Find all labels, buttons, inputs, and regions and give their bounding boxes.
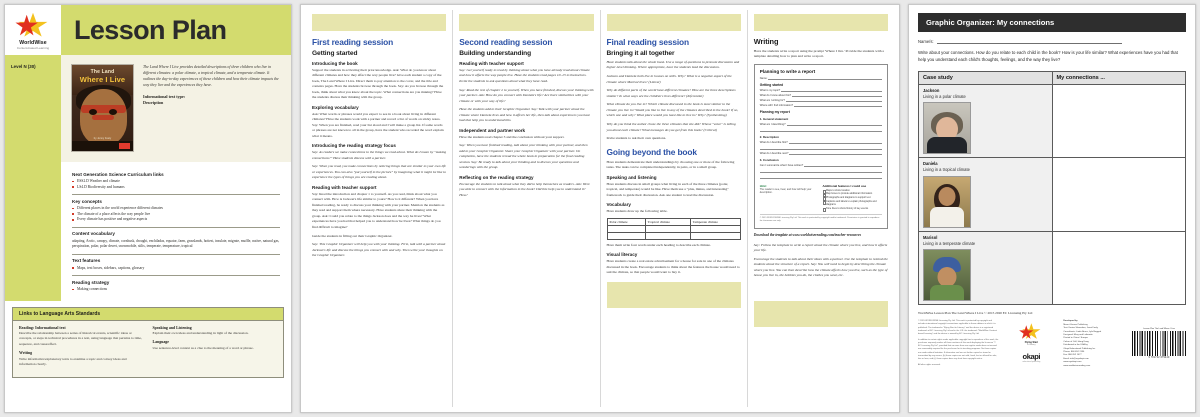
question-label: What do I describe first? — [759, 140, 788, 144]
barcode-number: 9 781742 679440 — [1148, 357, 1170, 360]
paragraph: Encourage the students to talk about what they did to help themselves as readers. Ask: Were you able to connect with the information in the book? Did this help you to understand it? How? — [459, 181, 590, 197]
section-heading: Key concepts — [72, 198, 102, 204]
column-final-reading-session — [601, 10, 748, 407]
publisher-badge-icon — [119, 143, 130, 149]
publisher-line: Distributed in the USA by — [1063, 344, 1088, 347]
meta-section-text-features — [72, 254, 280, 276]
column-header-case-study: Case study — [919, 71, 1053, 84]
template-question-field[interactable] — [760, 89, 882, 92]
table-row — [607, 232, 740, 239]
block-heading: Independent and partner work — [459, 127, 526, 133]
paragraph: Support the students in activating their prior knowledge. Ask: What do you know about different climates and how they affect the way people live? Give each student a copy of the book, The Land Where I Live. Direct them to pay attention to the cover, and the title and contents pages. Have the students browse through the book. Say: As you browse through the book, think about what you know about the topic. What connections are you making? Have the students discuss their thinking with the group. — [312, 68, 444, 100]
publisher-heading: Developed by — [1063, 320, 1078, 323]
table-row — [919, 84, 1186, 158]
connections-answer-cell[interactable] — [1052, 84, 1186, 158]
connections-table — [918, 71, 1186, 306]
feature-checkbox-item[interactable]: Maps to show location — [823, 189, 882, 193]
paragraph: Say: As readers we make connections to the things we read about. What do I mean by "making connections?" Have students discuss with a partner. — [312, 150, 447, 160]
column-header-my-connections: My connections ... — [1052, 71, 1186, 84]
template-question-field[interactable] — [760, 123, 882, 126]
text-type-label: Informational text type: — [143, 94, 186, 100]
legal-paragraph: In addition to certain rights under applicable copyright law to reproduce of this work, the purchaser expressly makes all those sections of this work displaying the licensure "© EC Licensing Pty Ltd", provided that no more than one regular made does not exceed one reasonably required for the purchaser for its teaching programs. No those copies are made without limitation. If alternative and are not further copied or stored or transmitted by any means, (b) those copies are not sold, hired, lent or offered for sale, hire or loan, and (c) those copies bear any short form copyright notice. — [918, 339, 999, 360]
bottom-band — [754, 301, 888, 327]
barcode-block — [1132, 320, 1186, 359]
paragraph: Have the students write a report using the prompt 'Where I live.' Provide the students with a template detailing how to plan and write a report. — [753, 49, 884, 59]
case-name: Marisol — [923, 234, 938, 240]
block-heading: Speaking and listening — [606, 174, 657, 180]
star-icon — [1022, 323, 1041, 340]
connections-answer-cell[interactable] — [1052, 158, 1186, 232]
standard-text: Describe the relationship between a series of historical events, scientific ideas or concepts, or steps in technical procedures in a text, using language that pertains to time, sequence, and cause/effect. — [19, 331, 142, 346]
field-rule[interactable] — [937, 40, 1122, 44]
paragraph: Ask: What words or phrases would you expect to see in a book about living in different climates? Have the students work with a partner and record a list of words on sticky notes. Say: When you are finished, read your list aloud and I will make a group list. If some words or phrases are not known to all in the group, have the student who recorded the word explain what it means. — [312, 111, 444, 138]
level-sidebar-continued — [5, 162, 61, 301]
graphic-organizer-page — [908, 4, 1196, 413]
section-heading: Content vocabulary — [72, 231, 115, 237]
logo-name: okapi — [1022, 352, 1041, 362]
paragraph: Encourage the students to talk about their ideas with a partner. Use the template to remind the students about the structure of a report. Say: You will need to begin by describing the climate where you live. You can then describe how the climate affects how you live, such as the type of house you live in, the hobbies you do, the clothes you wear, etc. — [753, 256, 888, 278]
standard-title: Speaking and Listening — [152, 325, 192, 330]
publisher-logos — [1008, 320, 1054, 363]
page-title: Lesson Plan — [74, 14, 227, 45]
table-header-cell: Tropical climate — [645, 218, 690, 225]
lesson-plan-body-page — [300, 4, 900, 413]
session-title: Final reading session — [606, 37, 689, 47]
top-band — [459, 14, 593, 31]
column-writing — [748, 10, 894, 407]
logo-tagline: to Literacy — [1027, 344, 1036, 347]
block-heading: Exploring vocabulary — [312, 104, 359, 110]
template-section-heading: Planning my report — [759, 110, 790, 115]
question-label: What is my topic? — [759, 89, 781, 93]
meta-section-ngss — [72, 168, 280, 194]
standard-text: Use sentence-level context as a clue to the meaning of a word or phrase. — [152, 345, 254, 350]
table-cell — [607, 225, 645, 232]
session-subtitle: Bringing it all together — [606, 50, 675, 57]
paragraph: Have students draw up the following table. — [606, 209, 668, 214]
paragraph: Have students create a real estate advertisement for a house for sale in one of the climates discussed in the book. Encourage students to think about the features the house would need to suit the climate, so that people would want to buy it. — [606, 259, 740, 275]
paragraph: Have students discuss in small groups what living in each of the three climates (polar, tropical, and temperate) would be like. Have them use a "plus, minus, and interesting" framework to guide their discussion. Ask one student to lead the discussion. — [606, 181, 729, 197]
standard-text: Write informative/explanatory texts to examine a topic and convey ideas and information clearly. — [19, 356, 127, 366]
book-description: The Land Where I Live provides detailed descriptions of three children who live in different climates: a polar climate, a tropical climate, and a temperate climate. It outlines the day-to-day experiences of these children and how their climate impacts the way they live and the experiences they have. — [143, 65, 279, 88]
field-label: Name: — [759, 77, 768, 81]
list-item: Maps, text boxes, sidebars, captions, glossary — [72, 266, 280, 272]
paragraph: Why do different parts of the world have different climates? How are the three descriptions similar? In what ways are the children's lives different? (Inferential) — [606, 88, 736, 98]
block-heading: Visual literacy — [606, 252, 638, 258]
template-item-heading: 3. Conclusion — [759, 157, 779, 162]
vocabulary-table — [607, 218, 741, 240]
flying-start-logo — [1022, 323, 1041, 346]
level-badge: Level N (30) — [11, 64, 36, 69]
organizer-header: Graphic Organizer: My connections — [918, 13, 1186, 32]
worldwise-logo — [5, 5, 61, 55]
template-question-field[interactable] — [760, 163, 882, 166]
top-band — [312, 14, 446, 31]
list-item: LS4.D Biodiversity and humans — [72, 185, 280, 191]
standards-column-left — [19, 326, 144, 372]
table-row — [607, 225, 740, 232]
case-description: Living in a tropical climate — [923, 167, 970, 173]
lesson-plan-cover-page — [4, 4, 292, 413]
case-description: Living in a polar climate — [923, 93, 966, 99]
paragraph: Have students talk about the whole book. Use a range of questions to promote discussion and higher-level thinking. Where appropriate, have the students lead the discussion. — [606, 60, 740, 70]
publisher-line: www.worldwisereading.com — [1063, 364, 1091, 367]
table-cell — [645, 225, 690, 232]
block-heading: Vocabulary — [606, 202, 631, 208]
case-name: Jackson — [923, 87, 940, 93]
table-cell — [690, 232, 740, 239]
paragraph: Jackson and Daniela both live in houses on stilts. Why? What is a negative aspect of the climate where Marisol lives? (Literal) — [606, 74, 732, 84]
paragraph: What climate do you live in? Which climate discussed in the book is most similar to the climate you live in? Would you like to live in any of the climates described in the book? If so, which one and why? What place would you least like to live in? Why? (Synthesizing) — [606, 102, 739, 118]
template-fine-print: © 2015 WORLDWISE Licensing Pty Ltd. This work is protected by copyright and/or trademark. Permission is granted to reproduce for classroom use only. — [760, 214, 882, 223]
beyond-book-title: Going beyond the book — [606, 146, 697, 157]
book-cover-thumbnail — [71, 64, 134, 152]
legal-paragraph: All other rights reserved. — [918, 363, 941, 366]
book-author: by Jenny Feely — [93, 137, 112, 140]
table-header-row — [919, 71, 1186, 84]
cover-intro-row — [5, 55, 291, 162]
standards-heading: Links to Language Arts Standards — [13, 308, 283, 321]
paragraph: Say: Read the rest of chapter 2 to yourself. When you have finished, discuss your thinking with your partner. Ask: How do you connect with Daniela's life? Are there similarities with your climate or with your way of life? — [459, 87, 594, 103]
book-blurb — [143, 64, 281, 152]
organizer-name-field[interactable] — [918, 39, 1186, 44]
logo-name: Flying Start — [1024, 341, 1038, 345]
publisher-line: Consultants: Linda Bruce, Lyle Baggott — [1063, 330, 1102, 333]
paragraph: Say: Follow the template to write a report about the climate where you live, and how it affects your life. — [753, 242, 888, 253]
template-features — [823, 184, 882, 211]
paragraph: Say: When you read, you make connections by noticing things that are similar to your own life or experiences. You can also "put yourself in the picture" by imagining what it might be like to experience the types of things you are reading about. — [312, 164, 447, 180]
list-item: The climate of a place affects the way people live — [72, 212, 280, 218]
temperate-child-photo — [923, 249, 971, 301]
table-row — [607, 218, 740, 225]
connections-answer-cell[interactable] — [1052, 231, 1186, 305]
paragraph: Say: Read the introduction and chapter 1 to yourself. As you read, think about what you connect with. How is Jackson's life similar to yours? How is it different? When you have finished reading, be ready to discuss your thinking with your partner. Mention the students as they read and support them where necessary. Have students share their thinking with the group. Ask: Could you relate to the things Jackson does and the way he lives? What experiences have you had that helped you to understand how he lives? What things do you find difficult to imagine? — [312, 191, 445, 229]
publisher-details — [1063, 320, 1123, 368]
template-question-field[interactable] — [760, 152, 882, 155]
hint-label: Hint: — [759, 183, 767, 188]
brand-tagline: Content-based Learning — [16, 46, 50, 51]
case-description: Living in a temperate climate — [923, 240, 976, 246]
level-sidebar — [5, 55, 61, 162]
paragraph: Say: This Graphic Organizer will help you with your thinking. First, talk with a partner about Jackson's life and discuss the things you connect with and why. Then write your thoughts on the Graphic Organizer. — [312, 242, 446, 258]
list-item: Making connections — [72, 287, 280, 293]
feature-checkbox-item[interactable]: Tone lines to show history of key events — [823, 207, 882, 211]
paragraph: Have the students read chapter 3 and the conclusion without your support. — [459, 134, 565, 139]
template-name-field[interactable] — [760, 77, 882, 80]
publisher-line: www.myokapi.com — [1063, 361, 1082, 364]
text-type-value: Description — [143, 100, 164, 106]
copyright-credit-line: WorldWise Lesson Plan The Land Where I Live © 2015 2020 EC Licensing Pty Ltd — [918, 311, 1033, 316]
template-question-field[interactable] — [760, 94, 882, 97]
book-title-line1: The Land — [90, 69, 115, 75]
case-study-cell — [919, 158, 1053, 232]
paragraph: Guide the students in filling out their Graphic Organizer. — [312, 233, 393, 238]
language-arts-standards-panel — [12, 307, 284, 379]
cover-header — [5, 5, 291, 55]
question-label: What do I know about this? — [759, 94, 792, 98]
meta-section-key-concepts — [72, 194, 280, 227]
section-heading: Next Generation Science Curriculum links — [72, 171, 164, 177]
paragraph: Say: Get yourself ready to read by thinking about what you have already read about climate and how it affects the way people live. Have the students read pages 10–13 to themselves. Invite the students to ask questions about what they have read. — [459, 68, 590, 83]
feature-checkbox-item[interactable]: Photographs and diagrams to support text — [823, 196, 882, 200]
list-item: Every climate has positive and negative aspects — [72, 217, 280, 223]
template-question-field[interactable] — [760, 140, 882, 143]
metadata-sections — [61, 162, 291, 301]
publisher-line: Phone: 866 652 7436 — [1063, 350, 1085, 353]
standard-title: Writing — [19, 351, 33, 356]
session-title: Second reading session — [459, 37, 553, 47]
book-title-line2: Where I Live — [79, 75, 126, 84]
block-heading: Reading with teacher support — [459, 61, 524, 66]
session-subtitle: Getting started — [312, 50, 358, 57]
download-note: Download the template at www.worldwisereading.com/teacher-resources — [753, 233, 862, 238]
list-item: Different places in the world experience different climates — [72, 206, 280, 212]
meta-section-reading-strategy — [72, 275, 280, 297]
star-icon — [18, 13, 48, 39]
publisher-line: Colour of Cell, Hong Kong — [1063, 340, 1089, 343]
legal-text — [918, 320, 999, 370]
publisher-line: Designed: Mary and Leibowitz — [1063, 333, 1093, 336]
section-heading: Text features — [72, 258, 101, 264]
table-cell — [690, 225, 740, 232]
list-item: ESS2.D Weather and climate — [72, 179, 280, 185]
standard-title: Reading: Informational text — [19, 325, 66, 330]
template-question-field[interactable] — [760, 104, 882, 107]
column-first-reading-session — [306, 10, 453, 407]
template-title: Planning to write a report — [759, 68, 816, 74]
session-subtitle: Building understanding — [459, 50, 532, 57]
hint-text: The reader is see, hear, and how will help your description. — [759, 187, 812, 195]
organizer-instructions: Write about your connections. How do you relate to each child in the book? How is your life similar? What experiences have you had that help you understand each child's thoughts, feelings, and the way they live? — [918, 50, 1178, 62]
top-band — [754, 14, 888, 31]
table-row — [919, 231, 1186, 305]
top-band — [607, 14, 741, 31]
table-header-cell: Temperate climate — [690, 218, 740, 225]
standards-column-right — [153, 326, 278, 372]
template-section-heading: Getting started — [759, 83, 784, 88]
table-cell — [607, 232, 645, 239]
tropical-child-photo — [923, 176, 971, 228]
bottom-band — [607, 282, 741, 308]
column-second-reading-session — [453, 10, 600, 407]
cover-metadata-row — [5, 162, 291, 301]
table-cell — [645, 232, 690, 239]
writing-title: Writing — [753, 37, 779, 46]
question-label: What do I describe next? — [759, 151, 789, 155]
question-label: Where will I find information? — [759, 104, 794, 108]
brand-name: WorldWise — [19, 39, 47, 46]
case-name: Daniela — [923, 161, 938, 167]
block-heading: Reading with teacher support — [312, 184, 377, 190]
title-band — [61, 5, 291, 55]
section-heading: Reading strategy — [72, 279, 110, 285]
polar-child-photo — [923, 102, 971, 154]
feature-checkbox-item[interactable]: Map boxes to provide additional information — [823, 192, 882, 196]
table-row — [919, 158, 1186, 232]
cover-body — [61, 55, 291, 162]
standard-title: Language — [152, 340, 169, 345]
field-label: Name/s: — [918, 39, 934, 44]
case-study-cell — [919, 231, 1053, 305]
legal-paragraph: © 2015 WORLDWISE Licensing Pty Ltd. This work is protected by copyright and includes international copyright conventions applicable to those editions in which it is published. The trademarks "Flying Start to Literacy" and the device is a registered trademark of EC Licensing Pty Ltd and in the U.S. the trademark "WorldWise Content-based Learning" and the device is owned by EC Licensing Pty Ltd. — [918, 320, 998, 335]
template-hint — [760, 184, 817, 211]
publisher-line: Email: info@myokapi.com — [1063, 357, 1089, 360]
template-question-field[interactable] — [760, 99, 882, 102]
okapi-logo — [1022, 353, 1040, 363]
template-item-heading: 2. Description — [759, 134, 779, 139]
features-title: Additional features I could use — [822, 183, 867, 188]
barcode-icon — [1132, 331, 1186, 356]
block-heading: Reflecting on the reading strategy — [459, 174, 534, 180]
question-label: What am I describing? — [759, 123, 786, 127]
logo-tagline: educational publishing — [1022, 361, 1041, 364]
case-study-cell — [919, 84, 1053, 158]
paragraph: Why do you think the author chose the three climates that she did? Whose "voice" is telling you about each climate? What messages do you get from this book? (Critical) — [606, 122, 736, 132]
publisher-line: Text: Karina Shanahan, Jenni Feely — [1063, 327, 1098, 330]
template-item-heading: 1. General statement — [759, 117, 789, 122]
report-planning-template — [754, 64, 888, 229]
publisher-line: Fax: 866 652 1477 — [1063, 354, 1082, 357]
paragraph: Have students demonstrate their understandings by choosing one or more of the following tasks. The tasks can be completed independently, in pairs, or in a small group. — [606, 159, 735, 170]
paragraph: Have the students add to their Graphic Organizer. Say: Talk with your partner about the climate where Daniela lives and how it affects her life, then talk about experiences you have had that help you to understand this. — [459, 107, 591, 123]
block-heading: Introducing the reading strategy focus — [312, 143, 396, 149]
feature-checkbox-item[interactable]: Captions and labels to explain photographs and diagrams — [823, 200, 882, 207]
question-label: What am I writing for? — [759, 99, 785, 103]
page-footer — [918, 320, 1186, 370]
barcode-title: Lesson Plan The Land Where I Live — [1143, 328, 1175, 331]
vocabulary-list: adapting, Arctic, canopy, climate, cornhusk, drought, enchiladas, equator, farm, grasslands, hottest, insulate, migrate, muffle, native, natural gas, perspiration, polar, polar desert, snowmobile, stilts, temperate, temperature, tropical — [72, 238, 280, 249]
session-title: First reading session — [312, 37, 394, 47]
paragraph: Invite students to ask their own questions. — [606, 136, 667, 141]
publisher-line: Okapi Educational Publishing Inc — [1063, 347, 1096, 350]
paragraph: Have them write four words under each heading to describe each climate. — [606, 242, 711, 247]
standards-panel-wrap — [5, 301, 291, 386]
publisher-line: Mount Vernon Publishing — [1063, 323, 1088, 326]
meta-section-content-vocabulary — [72, 227, 280, 254]
question-label: Can I summarize what I have written? — [759, 163, 804, 167]
block-heading: Introducing the book — [312, 61, 358, 66]
standard-text: Explain their own ideas and understanding in light of the discussion. — [152, 331, 249, 336]
publisher-line: Printed in China / Europe — [1063, 337, 1088, 340]
table-header-cell: Polar climate — [607, 218, 645, 225]
paragraph: Say: When you have finished reading, talk about your thinking with your partner, and then add to your Graphic Organizer. Share your Graphic Organizer with your partner. On completion, have the students reread the whole book in preparation for the final reading session. Say: Be ready to talk about your thinking and to discuss your questions and wonderings with the group. — [459, 143, 588, 170]
